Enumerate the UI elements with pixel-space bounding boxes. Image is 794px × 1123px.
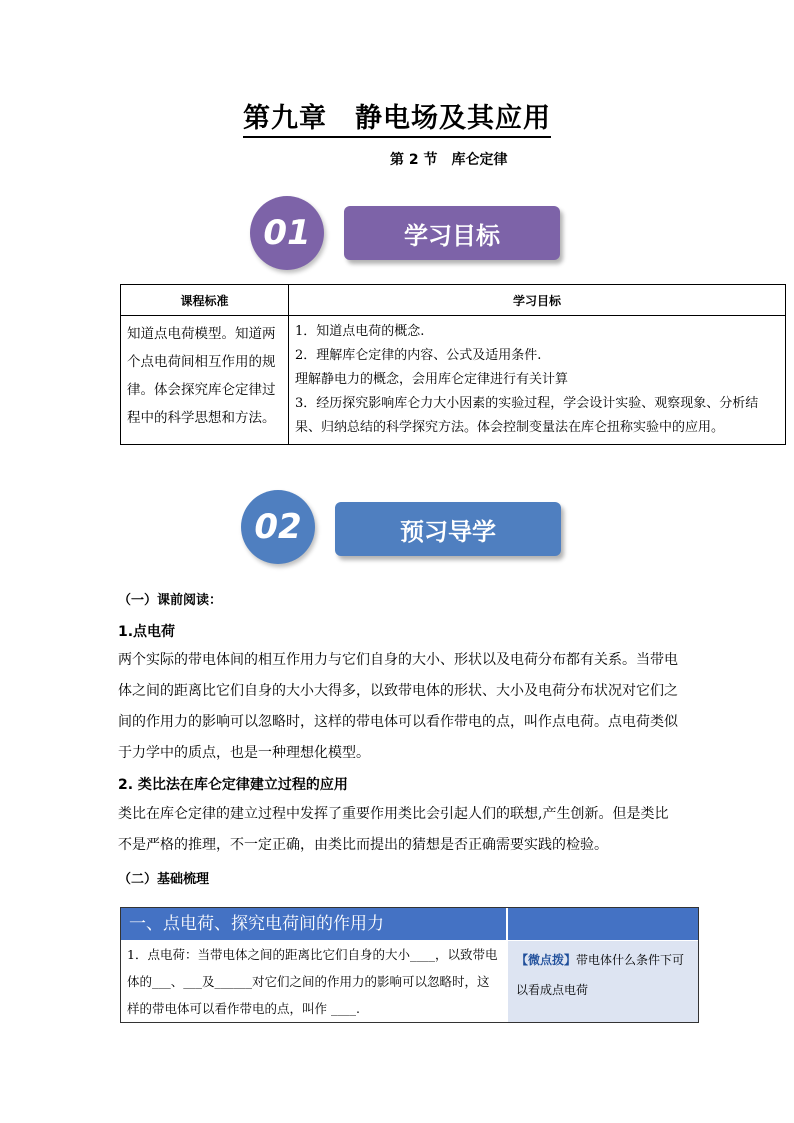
- concept-box-title-spacer: [508, 908, 698, 940]
- basics-heading: （二）基础梳理: [118, 872, 210, 887]
- point1-title: 1.点电荷: [118, 624, 176, 640]
- objective-item: 1．知道点电荷的概念.: [295, 324, 425, 339]
- badge-number-circle: 01: [250, 196, 324, 270]
- badge-number-circle: 02: [241, 490, 315, 564]
- goals-table: [120, 284, 786, 445]
- standard-cell: 知道点电荷模型。知道两个点电荷间相互作用的规律。体会探究库仑定律过程中的科学思想和方法。: [121, 316, 289, 445]
- section-title: 库仑定律: [451, 152, 508, 168]
- objective-item: 理解静电力的概念，会用库仑定律进行有关计算: [295, 372, 569, 387]
- concept-box-title: 一、点电荷、探究电荷间的作用力: [121, 908, 506, 940]
- col-header-standard: 课程标准: [121, 285, 289, 316]
- col-header-objective: 学习目标: [289, 285, 786, 316]
- section-heading: [390, 149, 508, 169]
- badge-learning-goals: [250, 196, 562, 278]
- objective-item: 3．经历探究影响库仑力大小因素的实验过程，学会设计实验、观察现象、分析结果、归纳总结的科学探究方法。体会控制变量法在库仑扭称实验中的应用。: [295, 396, 759, 435]
- tip-label: 【微点拨】: [516, 953, 577, 967]
- section-number: 第 2 节: [390, 152, 438, 168]
- point2-title: 2. 类比法在库仑定律建立过程的应用: [118, 777, 348, 793]
- point2-text: 类比在库仑定律的建立过程中发挥了重要作用类比会引起人们的联想,产生创新。但是类比不是严格的推理，不一定正确，由类比而提出的猜想是否正确需要实践的检验。: [118, 806, 669, 853]
- tip-box: [508, 941, 698, 1022]
- objective-item: 2．理解库仑定律的内容、公式及适用条件.: [295, 348, 542, 363]
- badge-label-bar: 学习目标: [344, 206, 560, 260]
- chapter-title: 第九章 静电场及其应用: [0, 96, 794, 135]
- objective-cell: [289, 316, 786, 445]
- badge-preview: [241, 490, 563, 572]
- preread-heading: （一）课前阅读：: [118, 593, 223, 608]
- badge-label-bar: 预习导学: [335, 502, 561, 556]
- concept-box-text: 1．点电荷：当带电体之间的距离比它们自身的大小____，以致带电体的___、___及______对它们之间的作用力的影响可以忽略时，这样的带电体可以看作带电的点，叫作 ____.: [121, 941, 506, 1022]
- point1-text: 两个实际的带电体间的相互作用力与它们自身的大小、形状以及电荷分布都有关系。当带电体之间的距离比它们自身的大小大得多，以致带电体的形状、大小及电荷分布状况对它们之间的作用力的影响可以忽略时，这样的带电体可以看作带电的点，叫作点电荷。点电荷类似于力学中的质点，也是一种理想化模型。: [118, 652, 678, 761]
- concept-box: [120, 907, 699, 1023]
- tip-text: 带电体什么条件下可以看成点电荷: [516, 953, 685, 997]
